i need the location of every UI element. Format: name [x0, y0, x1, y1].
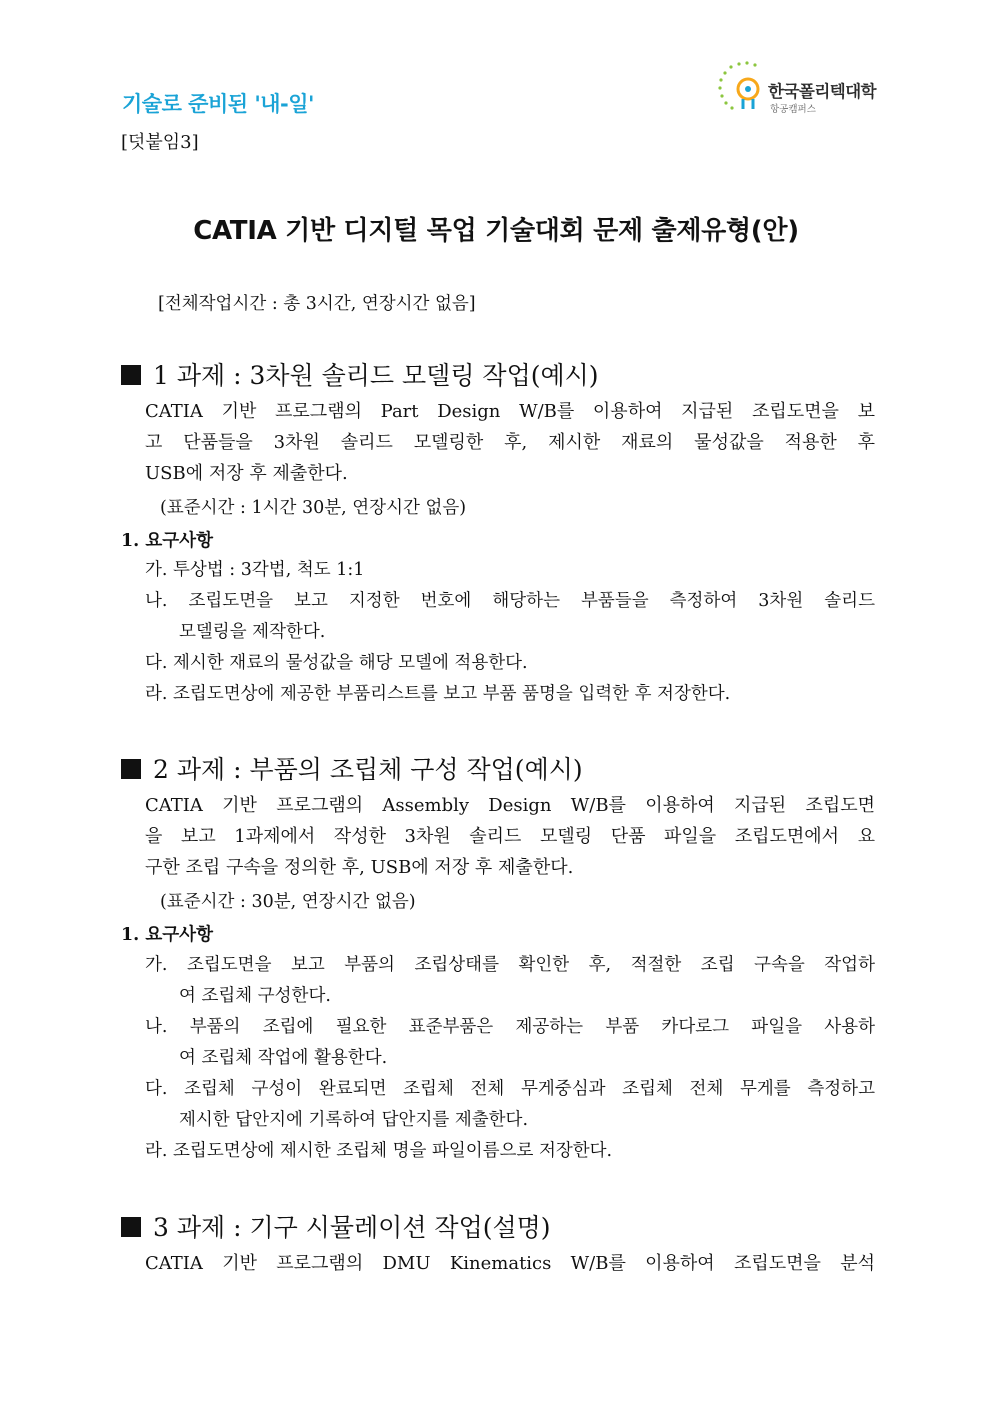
- requirement-item: 라. 조립도면상에 제시한 조립체 명을 파일이름으로 저장한다.: [145, 1141, 613, 1161]
- requirement-item-cont: 모델링을 제작한다.: [179, 622, 326, 642]
- requirement-item: 가. 조립도면을 보고 부품의 조립상태를 확인한 후, 적절한 조립 구속을 작업하: [145, 955, 875, 975]
- task2-standard-time: (표준시간 : 30분, 연장시간 없음): [160, 892, 416, 912]
- task3-desc-line: CATIA 기반 프로그램의 DMU Kinematics W/B를 이용하여 조립도면을 분석: [145, 1253, 875, 1274]
- task3-heading-text: 3 과제 : 기구 시뮬레이션 작업(설명): [153, 1213, 551, 1242]
- task1-heading: [121, 356, 599, 392]
- task1-requirements-title: 1. 요구사항: [121, 531, 213, 551]
- task1-desc-line: USB에 저장 후 제출한다.: [145, 463, 348, 484]
- requirement-item: 다. 조립체 구성이 완료되면 조립체 전체 무게중심과 조립체 전체 무게를 측정하고: [145, 1079, 875, 1099]
- requirement-item: 다. 제시한 재료의 물성값을 해당 모델에 적용한다.: [145, 653, 528, 673]
- task2-desc-line: 구한 조립 구속을 정의한 후, USB에 저장 후 제출한다.: [145, 857, 574, 878]
- task3-description: [145, 1248, 875, 1279]
- logo-campus: 항공캠퍼스: [770, 104, 816, 115]
- task1-desc-line: CATIA 기반 프로그램의 Part Design W/B를 이용하여 지급된 조립도면을 보: [145, 401, 875, 422]
- requirement-item: 라. 조립도면상에 제공한 부품리스트를 보고 부품 품명을 입력한 후 저장한다.: [145, 684, 731, 704]
- logo-name: 한국폴리텍대학: [768, 82, 877, 101]
- requirement-item-cont: 제시한 답안지에 기록하여 답안지를 제출한다.: [179, 1110, 529, 1130]
- task1-standard-time: (표준시간 : 1시간 30분, 연장시간 없음): [160, 498, 467, 518]
- task2-requirements-list: [145, 950, 875, 1167]
- task2-desc-line: CATIA 기반 프로그램의 Assembly Design W/B를 이용하여 지급된 조립도면: [145, 795, 875, 816]
- slogan: 기술로 준비된 '내-일': [122, 92, 314, 116]
- requirement-item-cont: 여 조립체 구성한다.: [179, 986, 331, 1006]
- task2-heading: [121, 750, 583, 786]
- requirement-item: 나. 조립도면을 보고 지정한 번호에 해당하는 부품들을 측정하여 3차원 솔리드: [145, 591, 875, 611]
- attachment-label: [덧붙임3]: [121, 132, 199, 153]
- bullet-square-icon: [121, 759, 141, 779]
- bullet-square-icon: [121, 365, 141, 385]
- bullet-square-icon: [121, 1217, 141, 1237]
- total-work-time: [전체작업시간 : 총 3시간, 연장시간 없음]: [158, 294, 476, 314]
- task1-requirements-list: [145, 555, 875, 710]
- task1-desc-line: 고 단품들을 3차원 솔리드 모델링한 후, 제시한 재료의 물성값을 적용한 후: [145, 432, 875, 453]
- page-title: CATIA 기반 디지털 목업 기술대회 문제 출제유형(안): [193, 216, 799, 246]
- task3-heading: [121, 1208, 551, 1244]
- task2-description: [145, 790, 875, 883]
- requirement-item: 가. 투상법 : 3각법, 척도 1:1: [145, 560, 365, 580]
- requirement-item: 나. 부품의 조립에 필요한 표준부품은 제공하는 부품 카다로그 파일을 사용하: [145, 1017, 875, 1037]
- requirement-item-cont: 여 조립체 작업에 활용한다.: [179, 1048, 388, 1068]
- task2-requirements-title: 1. 요구사항: [121, 925, 213, 945]
- task1-description: [145, 396, 875, 489]
- task2-heading-text: 2 과제 : 부품의 조립체 구성 작업(예시): [153, 755, 583, 784]
- task2-desc-line: 을 보고 1과제에서 작성한 3차원 솔리드 모델링 단품 파일을 조립도면에서 요: [145, 826, 875, 847]
- task1-heading-text: 1 과제 : 3차원 솔리드 모델링 작업(예시): [153, 361, 599, 390]
